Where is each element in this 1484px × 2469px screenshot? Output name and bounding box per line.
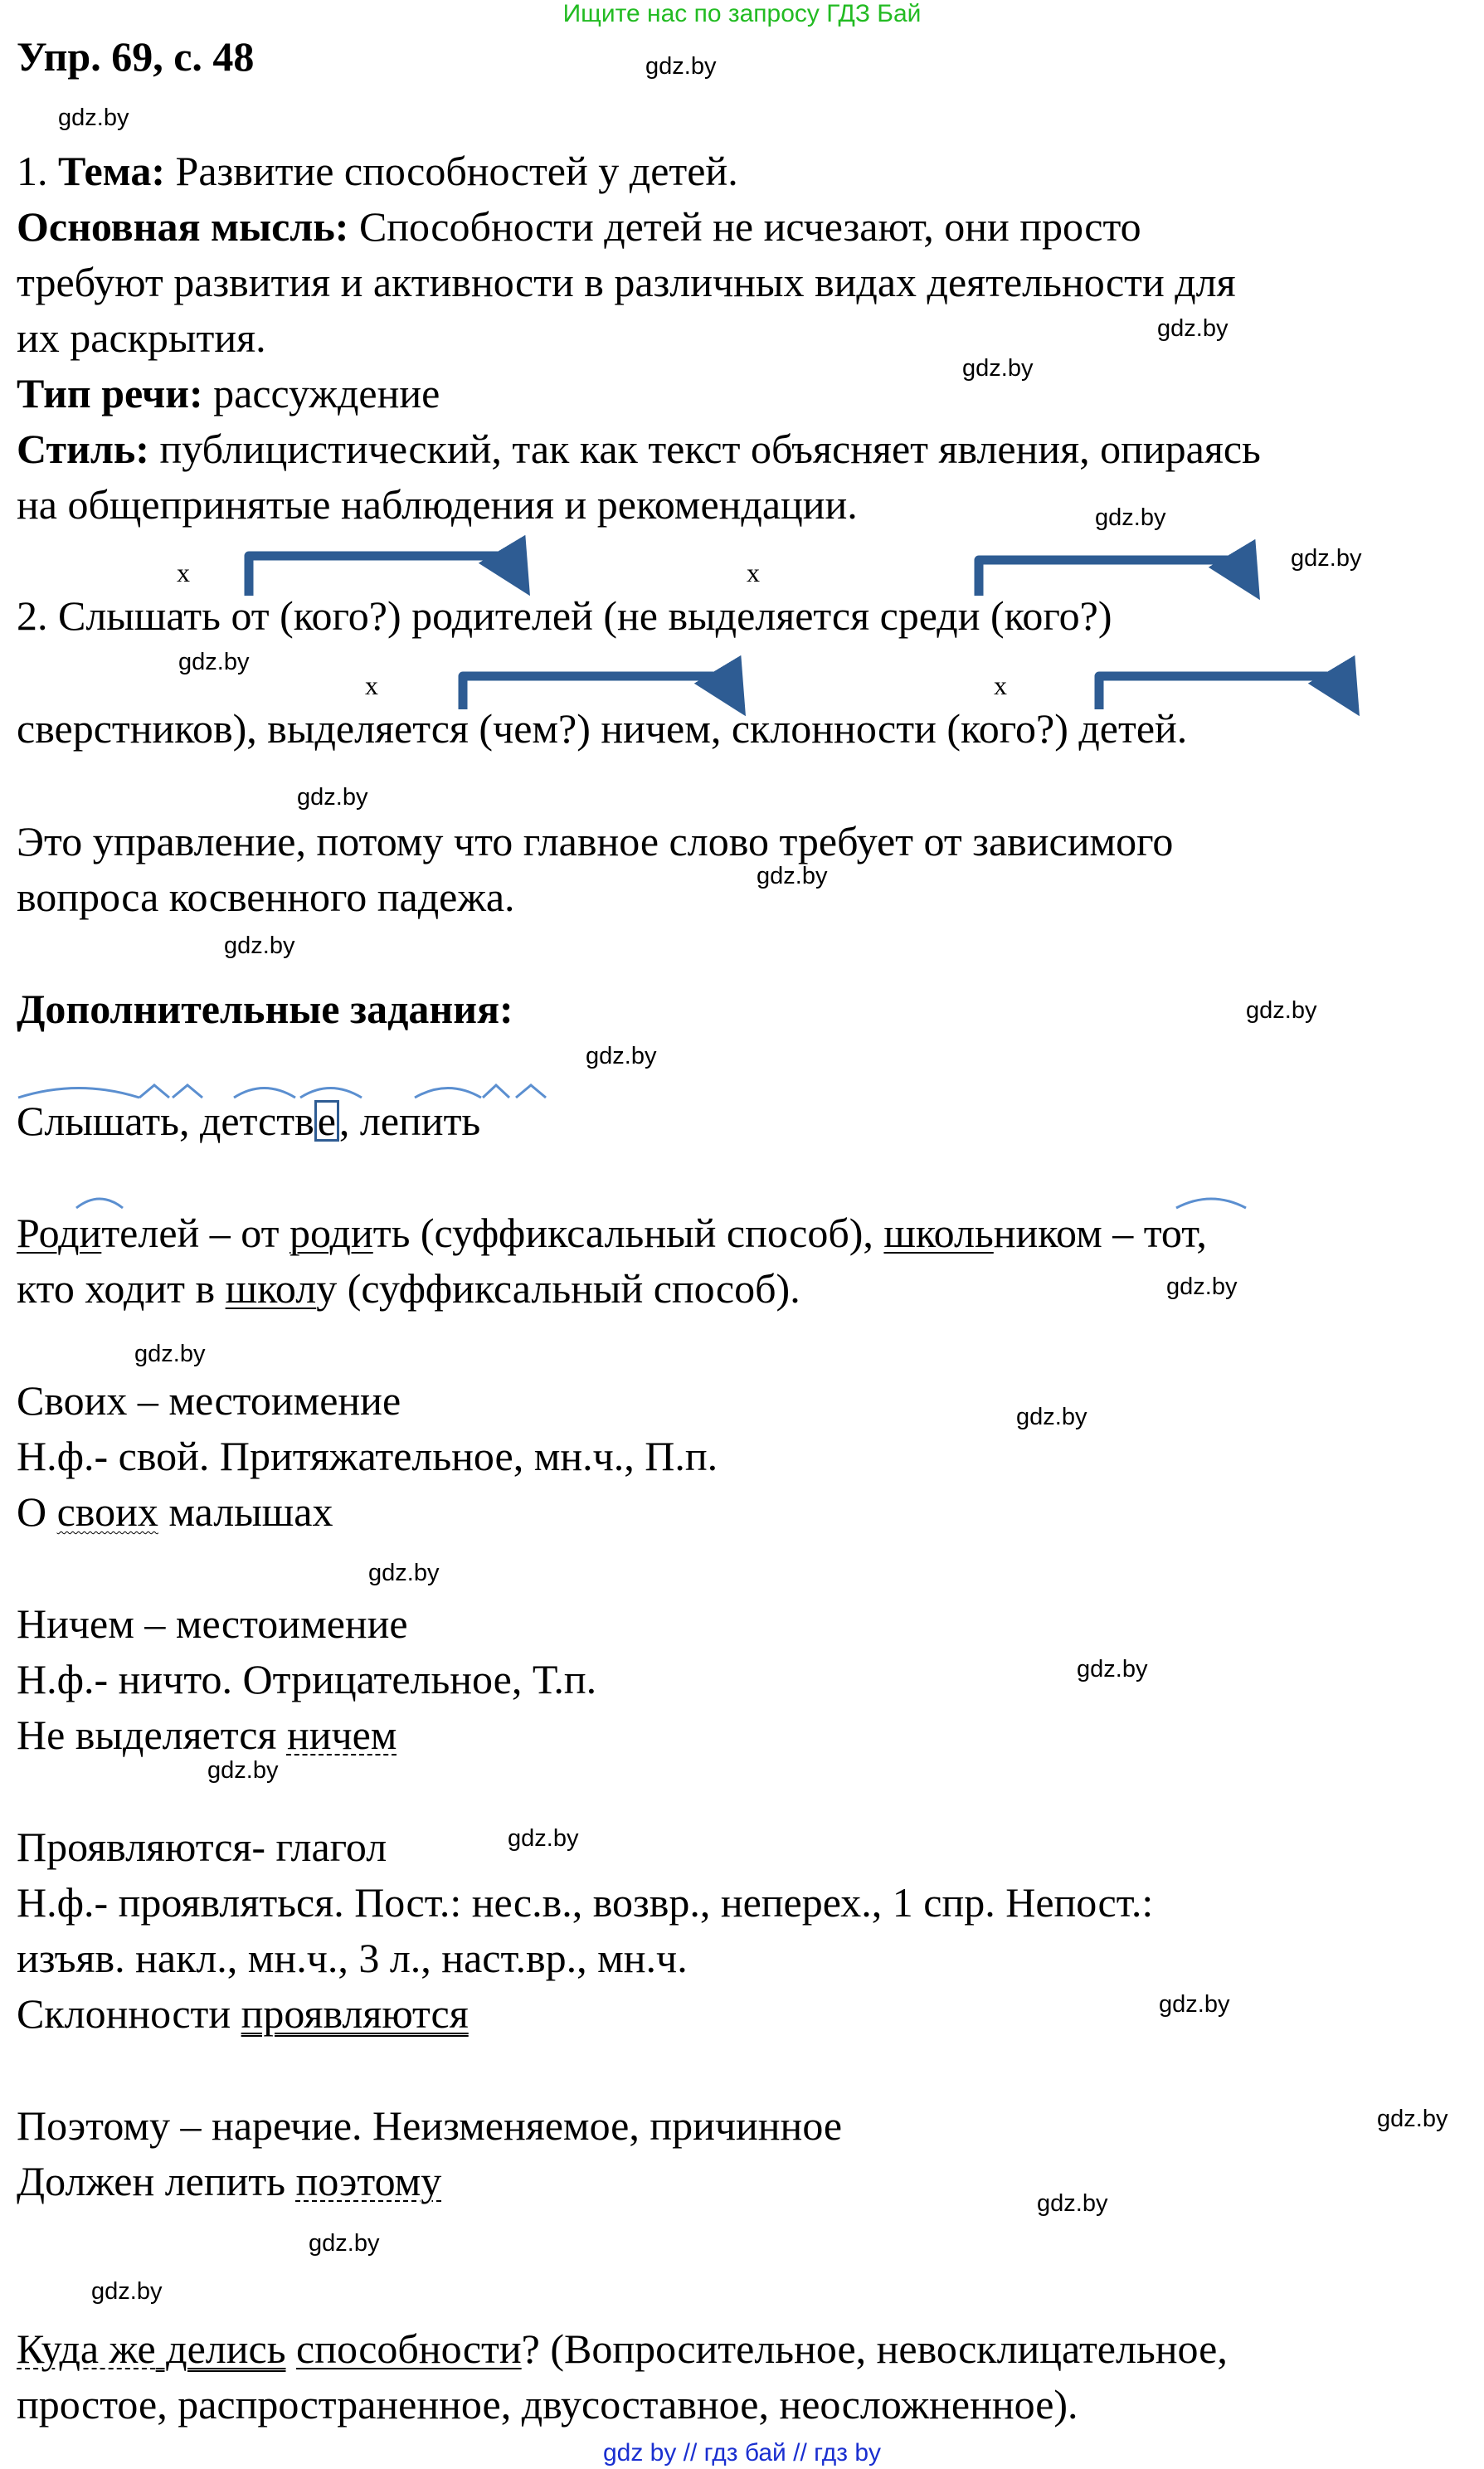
stem-rodit: роди	[289, 1210, 373, 1256]
watermark: gdz.by	[134, 1341, 206, 1367]
speech-type-label: Тип речи:	[17, 370, 203, 416]
watermark: gdz.by	[508, 1825, 579, 1852]
subject-sposobnosti: способности	[296, 2325, 522, 2372]
nichem-line-3	[17, 1710, 397, 1760]
phrase-line-1: 2. Слышать от (кого?) родителей (не выделяется среди (кого?)	[17, 592, 1112, 639]
svoih-line-2: Н.ф.- свой. Притяжательное, мн.ч., П.п.	[17, 1433, 718, 1479]
watermark: gdz.by	[1037, 2190, 1108, 2217]
watermark: gdz.by	[1166, 1273, 1238, 1300]
watermark: gdz.by	[207, 1757, 279, 1784]
poet-line-2	[17, 2156, 441, 2206]
ending-box: е	[314, 1100, 339, 1142]
text-segment: ть (суффиксальный способ),	[372, 1210, 884, 1256]
phrase-line-2: сверстников), выделяется (чем?) ничем, склонности (кого?) детей.	[17, 705, 1188, 752]
watermark: gdz.by	[586, 1043, 657, 1069]
idea-line-2: требуют развития и активности в различных видах деятельности для	[17, 259, 1236, 305]
morphemes-line	[17, 1096, 480, 1146]
svoih-line-1: Своих – местоимение	[17, 1377, 401, 1424]
suffix-arc-shkolnikom	[1176, 1199, 1246, 1208]
stem-roditelei: Роди	[17, 1210, 102, 1256]
exercise-title: Упр. 69, с. 48	[17, 33, 255, 80]
watermark: gdz.by	[1016, 1404, 1087, 1430]
stem-shkolu: школ	[225, 1265, 317, 1312]
text-segment: Должен лепить	[17, 2158, 296, 2204]
adverbial-kuda: Куда же	[17, 2325, 156, 2372]
explanation-line-1: Это управление, потому что главное слово требует от зависимого	[17, 818, 1174, 864]
watermark: gdz.by	[91, 2278, 163, 2305]
nichem-line-1: Ничем – местоимение	[17, 1600, 408, 1647]
idea-line-3: их раскрытия.	[17, 314, 266, 361]
word-detstve-stem: детств	[199, 1098, 314, 1144]
watermark: gdz.by	[1159, 1991, 1230, 2018]
prov-line-4	[17, 1989, 469, 2038]
predicate-proyavlyayutsya: проявляются	[241, 1990, 469, 2037]
svoih-line-3	[17, 1487, 333, 1536]
nichem-line-2: Н.ф.- ничто. Отрицательное, Т.п.	[17, 1656, 597, 1702]
text-segment: Не выделяется	[17, 1712, 287, 1758]
text-segment	[286, 2325, 297, 2372]
adverbial-poetomu: поэтому	[295, 2158, 442, 2204]
attribute-svoih: своих	[56, 1488, 158, 1535]
watermark: gdz.by	[368, 1560, 440, 1586]
x-mark-2: x	[747, 558, 760, 587]
text-segment: Склонности	[17, 1990, 241, 2037]
text-segment: кто ходит в	[17, 1265, 226, 1312]
watermark: gdz.by	[58, 105, 129, 131]
arrow-1	[249, 556, 516, 596]
prov-line-3: изъяв. накл., мн.ч., 3 л., наст.вр., мн.ч.	[17, 1935, 688, 1981]
extra-heading: Дополнительные задания:	[17, 986, 513, 1032]
idea-text-1: Способности детей не исчезают, они просто	[348, 203, 1141, 250]
prov-line-2: Н.ф.- проявляться. Пост.: нес.в., возвр., неперех., 1 спр. Непост.:	[17, 1879, 1154, 1926]
idea-label: Основная мысль:	[17, 203, 349, 250]
watermark: gdz.by	[1246, 997, 1317, 1024]
theme-text: Развитие способностей у детей.	[165, 148, 738, 194]
watermark: gdz.by	[645, 53, 717, 80]
watermark: gdz.by	[1157, 315, 1229, 342]
explanation-line-2: вопроса косвенного падежа.	[17, 874, 515, 920]
word-lepit: , лепить	[338, 1098, 481, 1144]
text-segment: у (суффиксальный способ).	[316, 1265, 800, 1312]
bottom-banner: gdz by // гдз бай // гдз by	[602, 2439, 882, 2467]
text-segment: ником – тот,	[993, 1210, 1207, 1256]
text-segment: малышах	[158, 1488, 333, 1535]
suffix-mark-lepit-2	[516, 1085, 546, 1098]
sentence-line-2: простое, распространенное, двусоставное, неосложненное).	[17, 2381, 1078, 2428]
x-mark-3: x	[365, 670, 378, 700]
style-label: Стиль:	[17, 426, 149, 472]
x-mark-4: x	[994, 670, 1007, 700]
theme-label: Тема:	[58, 148, 166, 194]
watermark: gdz.by	[1291, 545, 1362, 572]
text-segment: О	[17, 1488, 57, 1535]
suffix-mark-lepit-1	[483, 1085, 509, 1098]
predicate-delis: делись	[155, 2325, 286, 2372]
word-formation-line-2	[17, 1264, 800, 1313]
watermark: gdz.by	[1077, 1656, 1148, 1683]
speech-type-text: рассуждение	[202, 370, 440, 416]
object-nichem: ничем	[286, 1712, 397, 1758]
prov-line-1: Проявляются- глагол	[17, 1824, 387, 1870]
watermark: gdz.by	[962, 355, 1034, 382]
style-line-2: на общепринятые наблюдения и рекомендации.	[17, 481, 858, 528]
poet-line-1: Поэтому – наречие. Неизменяемое, причинное	[17, 2102, 843, 2149]
sentence-line-1	[17, 2324, 1228, 2374]
x-mark-1: x	[177, 558, 190, 587]
suffix-arc-roditelei	[76, 1199, 123, 1208]
stem-shkolnikom: школь	[883, 1210, 994, 1256]
watermark: gdz.by	[224, 933, 295, 959]
watermark: gdz.by	[757, 863, 828, 889]
watermark: gdz.by	[1377, 2106, 1448, 2132]
top-banner: Ищите нас по запросу ГДЗ Бай	[562, 0, 922, 27]
word-slyshat: Слышать,	[17, 1098, 200, 1144]
watermark: gdz.by	[178, 649, 250, 675]
text-segment: телей – от	[101, 1210, 290, 1256]
word-formation-line-1	[17, 1208, 1207, 1258]
item-number: 1.	[17, 148, 58, 194]
style-text-1: публицистический, так как текст объясняет явления, опираясь	[148, 426, 1261, 472]
watermark: gdz.by	[1095, 504, 1166, 531]
watermark: gdz.by	[309, 2230, 380, 2257]
watermark: gdz.by	[297, 784, 368, 811]
text-segment: ? (Вопросительное, невосклицательное,	[521, 2325, 1228, 2372]
